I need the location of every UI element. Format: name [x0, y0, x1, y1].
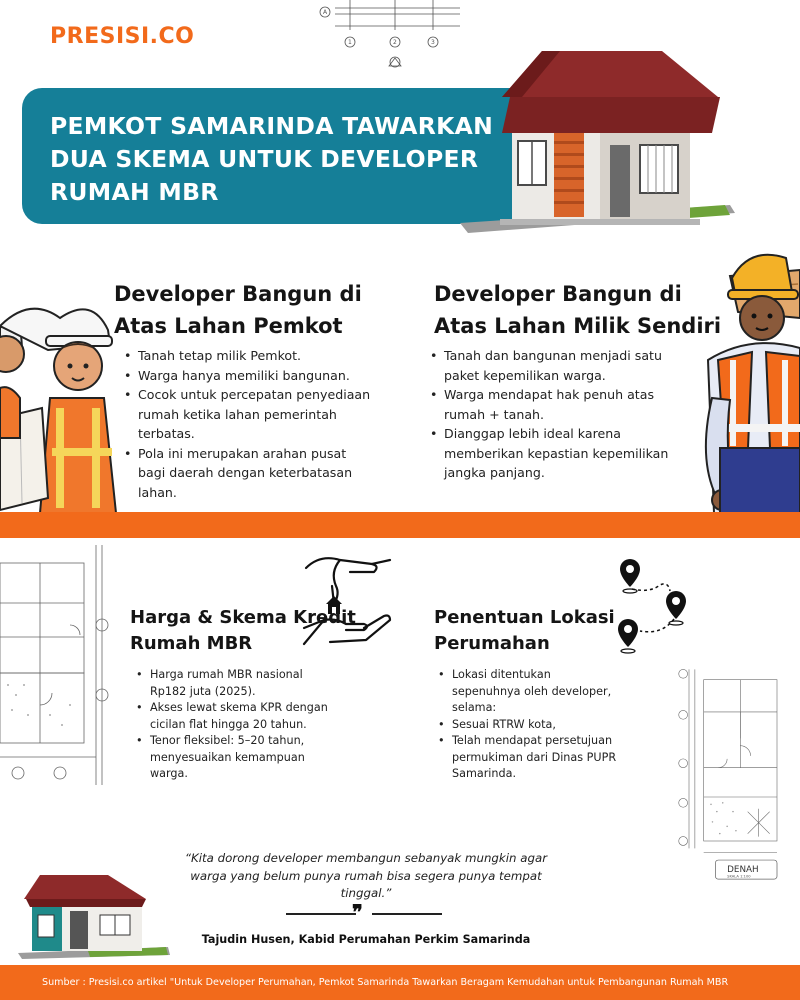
location-pins-icon — [610, 555, 695, 655]
svg-text:2: 2 — [393, 39, 397, 46]
list-item: • Dianggap lebih ideal karena memberikan kepastian kepemilikan jangka panjang. — [428, 424, 698, 483]
section4-bullet-list — [436, 667, 621, 783]
section3-bullet-list — [134, 667, 334, 783]
list-item: • Cocok untuk percepatan penyediaan rumah ketika lahan pemerintah terbatas. — [122, 385, 372, 444]
list-item: • Sesuai RTRW kota, — [436, 717, 621, 734]
brand-logo: PRESISI.CO — [50, 24, 195, 49]
svg-text:A: A — [323, 9, 328, 16]
quote-mark-icon: ❞ — [352, 900, 363, 924]
main-title: PEMKOT SAMARINDA TAWARKAN DUA SKEMA UNTUK DEVELOPER RUMAH MBR — [50, 112, 494, 206]
list-item: • Telah mendapat persetujuan permukiman dari Dinas PUPR Samarinda. — [436, 733, 621, 783]
list-item: • Akses lewat skema KPR dengan cicilan flat hingga 20 tahun. — [134, 700, 334, 733]
quote-divider-right — [372, 913, 442, 915]
floor-plan-right — [655, 665, 800, 885]
house-illustration-bottom — [18, 855, 173, 960]
divider-band — [0, 512, 800, 538]
list-item: • Warga mendapat hak penuh atas rumah + tanah. — [428, 385, 698, 424]
quote-divider-left — [286, 913, 356, 915]
list-item: • Tenor fleksibel: 5–20 tahun, menyesuaikan kemampuan warga. — [134, 733, 334, 783]
svg-text:3: 3 — [431, 39, 435, 46]
list-item: • Warga hanya memiliki bangunan. — [122, 366, 372, 386]
list-item: • Tanah dan bangunan menjadi satu paket kepemilikan warga. — [428, 346, 698, 385]
plan-label-title: DENAH — [727, 864, 759, 875]
list-item: • Tanah tetap milik Pemkot. — [122, 346, 372, 366]
workers-illustration-left — [0, 288, 120, 513]
section3-heading: Harga & Skema Kredit Rumah MBR — [130, 607, 356, 654]
list-item: • Harga rumah MBR nasional Rp182 juta (2025). — [134, 667, 334, 700]
quote-author: Tajudin Husen, Kabid Perumahan Perkim Samarinda — [201, 933, 531, 946]
section2-bullet-list — [428, 346, 698, 483]
plan-label-scale: SKALA 1:100 — [727, 874, 751, 879]
quote-text: “Kita dorong developer membangun sebanyak mungkin agar warga yang belum punya rumah bisa segera punya tempat tinggal.” — [184, 851, 548, 900]
list-item: • Lokasi ditentukan sepenuhnya oleh developer, selama: — [436, 667, 621, 717]
list-item: • Pola ini merupakan arahan pusat bagi daerah dengan keterbatasan lahan. — [122, 444, 372, 503]
source-footer: Sumber : Presisi.co artikel "Untuk Developer Perumahan, Pemkot Samarinda Tawarkan Beragam Kemudahan untuk Pembangunan Rumah MBR — [0, 965, 800, 1000]
section4-heading: Penentuan Lokasi Perumahan — [434, 607, 615, 654]
house-illustration-top — [450, 45, 740, 235]
floor-plan-left — [0, 545, 112, 790]
section2-heading: Developer Bangun di Atas Lahan Milik Sendiri — [434, 282, 722, 338]
svg-text:1: 1 — [348, 39, 352, 46]
section1-heading: Developer Bangun di Atas Lahan Pemkot — [114, 282, 362, 338]
section1-bullet-list — [122, 346, 372, 502]
